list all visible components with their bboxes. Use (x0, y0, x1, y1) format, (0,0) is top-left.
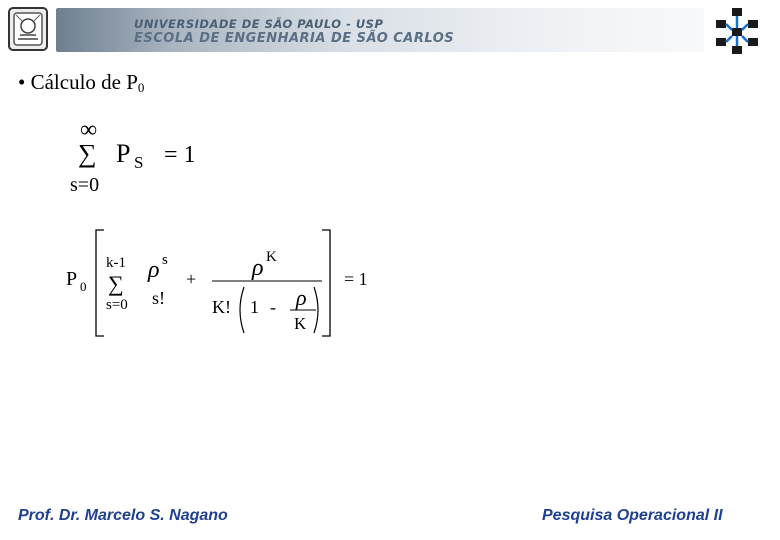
minus-sign: - (270, 297, 276, 317)
infinity-symbol: ∞ (80, 117, 98, 143)
rho-symbol-2: ρ (252, 255, 264, 281)
rho-symbol: ρ (148, 257, 160, 283)
plus-sign: + (186, 269, 197, 289)
formula-area (60, 115, 420, 355)
university-name: UNIVERSIDADE DE SÃO PAULO - USP (134, 17, 384, 31)
network-logo-icon (708, 6, 766, 56)
p0-subscript: 0 (80, 279, 87, 294)
one-digit: 1 (250, 297, 259, 317)
sum-lower-limit: s=0 (70, 174, 100, 196)
formula-sum-equals-one (70, 117, 196, 196)
formula-p0-equation (66, 230, 368, 336)
slide-title (18, 70, 144, 96)
open-paren (240, 287, 244, 333)
footer-author: Prof. Dr. Marcelo S. Nagano (18, 507, 228, 524)
sum-upper-limit: k-1 (106, 255, 126, 271)
right-bracket (322, 230, 330, 336)
title-subscript: 0 (137, 80, 145, 95)
k-factorial: K! (212, 297, 231, 317)
school-name: ESCOLA DE ENGENHARIA DE SÃO CARLOS (134, 31, 455, 46)
p0-term: P (66, 268, 78, 290)
rho-exponent-k: K (266, 249, 277, 265)
ps-term: P (116, 139, 131, 168)
sum-lower-limit-2: s=0 (106, 297, 128, 313)
sigma-symbol-2: ∑ (108, 271, 124, 296)
ps-subscript: S (134, 153, 144, 172)
rho-exponent-s: s (162, 252, 168, 268)
title-text: • Cálculo de P (18, 70, 138, 94)
left-bracket (96, 230, 104, 336)
equals-one-2: = 1 (344, 269, 368, 289)
university-banner (56, 8, 704, 52)
s-factorial: s! (152, 288, 165, 308)
sigma-symbol: ∑ (78, 139, 97, 168)
footer-course: Pesquisa Operacional II (542, 507, 723, 524)
k-denominator: K (294, 314, 307, 333)
equals-one: = 1 (164, 142, 196, 168)
rho-symbol-3: ρ (296, 285, 307, 310)
usp-seal-logo (6, 6, 50, 52)
